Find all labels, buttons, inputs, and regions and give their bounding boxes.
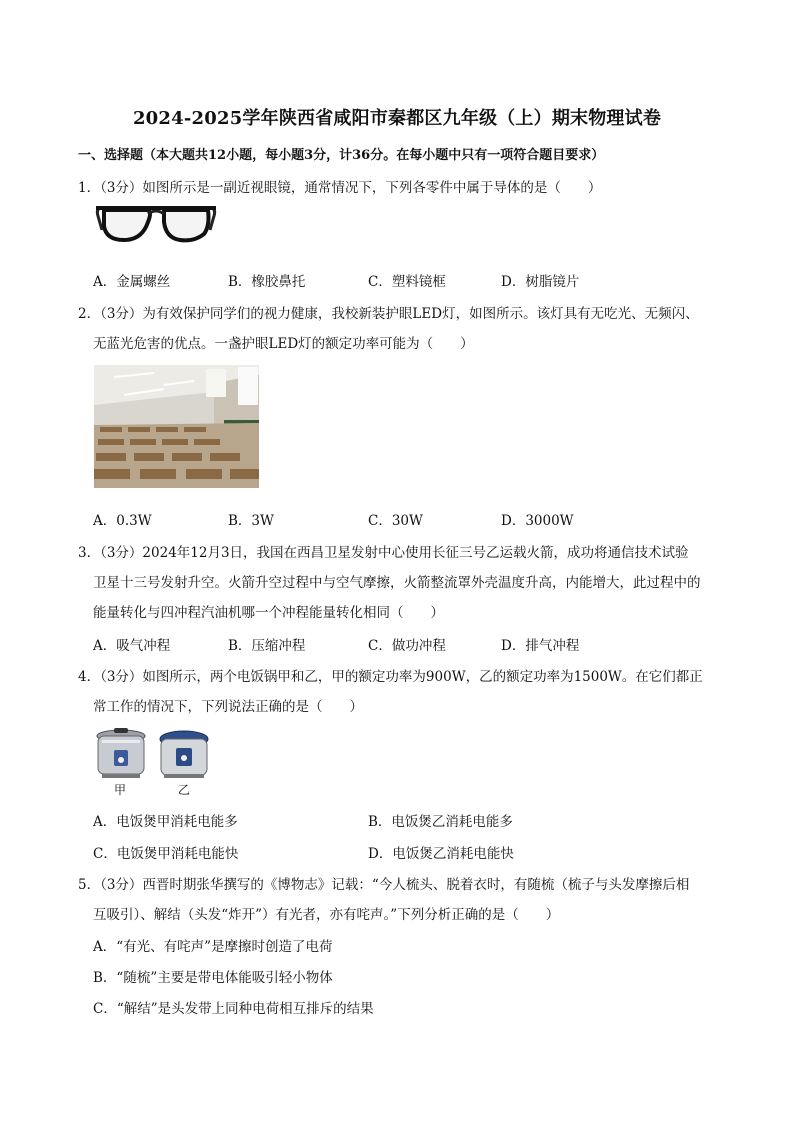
q4-option-c: C．电饭煲甲消耗电能快 [93,846,239,862]
q3-stem-line3: 能量转化与四冲程汽油机哪一个冲程能量转化相同（ ） [93,605,444,621]
q4-stem-line1: 4．（3分）如图所示，两个电饭锅甲和乙，甲的额定功率为900W，乙的额定功率为1500W。在它们都正 [78,669,703,685]
q1-option-d: D．树脂镜片 [501,274,580,290]
q4-rice-cooker-yi [158,730,210,780]
q2-option-c: C．30W [368,513,423,529]
q2-stem-line1: 2．（3分）为有效保护同学们的视力健康，我校新装护眼LED灯，如图所示。该灯具有无吃光、无频闪、 [78,306,699,322]
q5-option-a: A．“有光、有咤声”是摩擦时创造了电荷 [93,939,333,955]
q5-stem-line1: 5．（3分）西晋时期张华撰写的《博物志》记载：“今人梳头、脱着衣时，有随梳（梳子与头发摩擦后相 [78,877,690,893]
q3-stem-line2: 卫星十三号发射升空。火箭升空过程中与空气摩擦，火箭整流罩外壳温度升高，内能增大，此过程中的 [93,575,701,591]
q4-label-yi: 乙 [178,783,191,797]
q3-option-a: A．吸气冲程 [93,638,171,654]
q4-option-b: B．电饭煲乙消耗电能多 [368,814,513,830]
q4-label-jia: 甲 [114,783,127,797]
q4-option-a: A．电饭煲甲消耗电能多 [93,814,238,830]
q5-option-c: C．“解结”是头发带上同种电荷相互排斥的结果 [93,1001,374,1017]
q3-stem-line1: 3．（3分）2024年12月3日，我国在西昌卫星发射中心使用长征三号乙运载火箭，成功将通信技术试验 [78,545,689,561]
q1-option-b: B．橡胶鼻托 [228,274,306,290]
q2-option-d: D．3000W [501,513,574,529]
q4-stem-line2: 常工作的情况下，下列说法正确的是（ ） [93,699,363,715]
q2-classroom-photo [94,365,259,488]
q1-stem: 1．（3分）如图所示是一副近视眼镜，通常情况下，下列各零件中属于导体的是（ ） [78,180,602,196]
section-heading: 一、选择题（本大题共12小题，每小题3分，计36分。在每小题中只有一项符合题目要求） [78,148,605,163]
page-title: 2024-2025学年陕西省咸阳市秦都区九年级（上）期末物理试卷 [132,108,662,129]
q3-option-c: C．做功冲程 [368,638,446,654]
q2-option-a: A．0.3W [93,513,152,529]
q2-option-b: B．3W [228,513,274,529]
q5-stem-line2: 互吸引）、解结（头发“炸开”）有光者，亦有咤声。”下列分析正确的是（ ） [93,907,560,923]
q1-option-c: C．塑料镜框 [368,274,446,290]
q4-rice-cooker-jia [94,728,148,780]
q4-option-d: D．电饭煲乙消耗电能快 [368,846,514,862]
q1-option-a: A．金属螺丝 [93,274,171,290]
q5-option-b: B．“随梳”主要是带电体能吸引轻小物体 [93,970,333,986]
q2-stem-line2: 无蓝光危害的优点。一盏护眼LED灯的额定功率可能为（ ） [93,336,474,352]
q3-option-d: D．排气冲程 [501,638,580,654]
q1-glasses-figure [94,200,218,250]
q3-option-b: B．压缩冲程 [228,638,306,654]
